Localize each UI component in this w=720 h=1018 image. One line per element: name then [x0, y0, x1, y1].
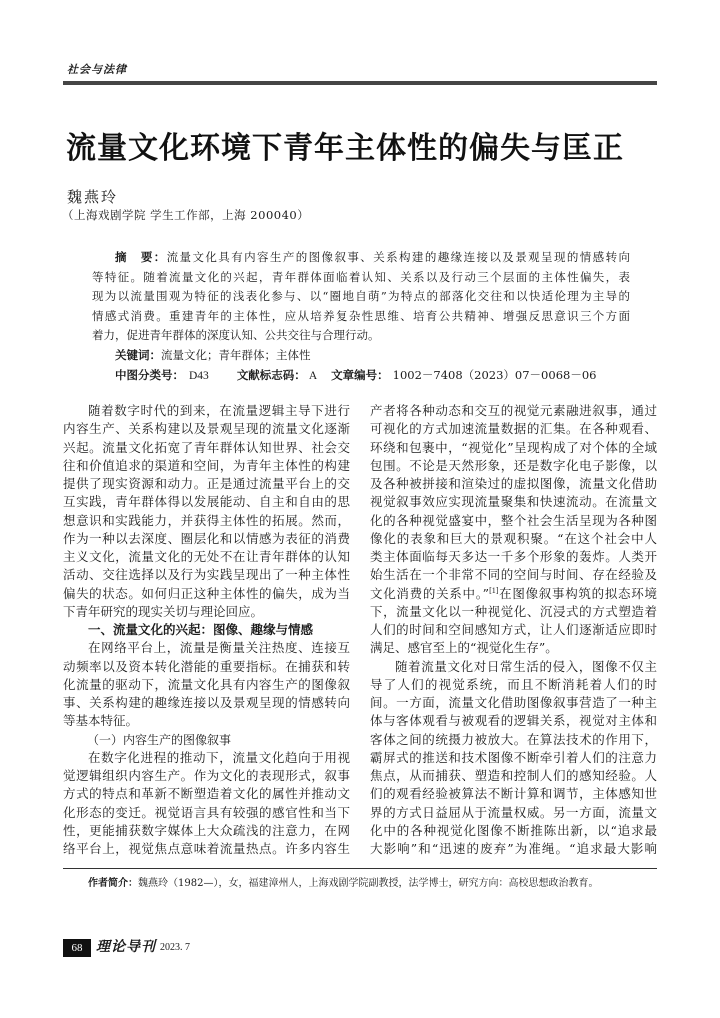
body-line: 往和价值追求的渠道和空间，为青年主体性的构建 [63, 457, 350, 473]
body-line: 客体之间的统摄力被放大。在算法技术的作用下， [370, 731, 657, 747]
classification-line [115, 366, 596, 387]
body-line: 体与客体观看与被观看的逻辑关系，视觉对主体和 [370, 713, 657, 729]
subsection-heading: （一）内容生产的图像叙事 [87, 732, 232, 747]
abstract-line: 等特征。随着流量文化的兴起，青年群体面临着认知、关系以及行动三个层面的主体性偏失，表 [92, 269, 630, 284]
abstract-line [92, 248, 630, 268]
paragraph [63, 402, 350, 621]
body-line: 焦点，从而捕获、塑造和控制人们的感知经验。人 [370, 768, 657, 783]
body-line [370, 585, 657, 603]
clc-label: 中图分类号： [115, 367, 184, 382]
author-name: 魏燕玲 [67, 188, 119, 206]
abstract [92, 248, 630, 346]
author-footnote [88, 877, 598, 891]
body-line: 及各种被拼接和渲染过的虚拟图像，流量文化借助 [370, 476, 657, 491]
body-line: 下，流量文化以一种视觉化、沉浸式的方式塑造着 [370, 603, 657, 619]
body-line: 始生活在一个非常不同的空间与时间、存在经验及 [370, 567, 657, 583]
abstract-line: 着力，促进青年群体的深度认知、公共交往与合理行动。 [92, 328, 380, 343]
body-line: 在网络平台上，流量是衡量关注热度、连接互 [88, 640, 350, 656]
article-number-value: 1002－7408（2023）07－0068－06 [392, 367, 597, 382]
body-line: 偏失的状态。如何归正这种主体性的偏失，成为当 [63, 585, 350, 601]
body-column-right [370, 402, 657, 858]
body-line: 活动、交往选择以及行为实践呈现出了一种主体性 [63, 567, 350, 583]
body-line: 随着数字时代的到来，在流量逻辑主导下进行 [88, 403, 350, 418]
running-header-section: 社会与法律 [67, 63, 127, 76]
abstract-line: 现为以流量围观为特征的浅表化参与、以“圈地自萌”为特点的部落化交往和以快适伦理为主导的 [92, 289, 630, 304]
footnote-label: 作者简介： [88, 878, 138, 889]
body-line: 环绕和包裹中，“视觉化”呈现构成了对个体的全域 [370, 439, 657, 455]
footnote-rule [63, 868, 657, 869]
paragraph [63, 749, 350, 859]
body-line: 霸屏式的推送和技术图像不断牵引着人们的注意力 [370, 749, 657, 765]
article-number-label: 文章编号： [331, 367, 389, 382]
paragraph [370, 402, 657, 658]
line-text: 在图像叙事构筑的拟态环境 [498, 585, 657, 601]
body-line: 兴起。流量文化拓宽了青年群体认知世界、社会交 [63, 439, 350, 455]
keywords-label: 关键词： [115, 348, 161, 362]
body-line: 内容生产、关系构建以及景观呈现的流量文化逐渐 [63, 421, 350, 437]
citation-marker: [1] [489, 585, 499, 595]
section-heading: 一、流量文化的兴起：图像、趣缘与情感 [88, 622, 314, 637]
body-line: 事、关系构建的趣缘连接以及景观呈现的情感转向 [63, 695, 350, 710]
body-line: 等基本特征。 [63, 713, 139, 729]
paragraph [63, 639, 350, 730]
page-number: 68 [63, 939, 91, 957]
body-line: 在数字化进程的推动下，流量文化趋向于用视 [88, 749, 350, 765]
body-line: 化的各种视觉盛宴中，整个社会生活呈现为各种图 [370, 512, 657, 528]
author-affiliation: （上海戏剧学院 学生工作部，上海 200040） [62, 208, 310, 222]
abstract-line: 情感式消费。重建青年的主体性，应从培养复杂性思维、培育公共精神、增强反思意识三个方面 [92, 308, 630, 323]
issue-date: 2023. 7 [160, 942, 190, 953]
footnote-text: 魏燕玲（1982—），女，福建漳州人，上海戏剧学院副教授，法学博士，研究方向：高校思想政治教育。 [138, 878, 599, 889]
body-line: 互实践，青年群体得以发展能动、自主和自由的思 [63, 494, 350, 510]
doc-code-label: 文献标志码： [236, 367, 306, 382]
body-line: 类主体面临每天多达一千多个形象的轰炸。人类开 [370, 549, 657, 564]
body-line: 可视化的方式加速流量数据的汇集。在各种观看、 [370, 421, 657, 437]
body-line: 导了人们的视觉系统，而且不断消耗着人们的时 [370, 676, 657, 692]
body-line: 化形态的变迁。视觉语言具有较强的感官性和当下 [63, 804, 350, 820]
body-line: 间。一方面，流量文化借助图像叙事营造了一种主 [370, 695, 657, 710]
abstract-label: 摘 要： [115, 250, 167, 264]
body-line: 随着流量文化对日常生活的侵入，图像不仅主 [395, 658, 657, 674]
body-line: 动频率以及资本转化潜能的重要指标。在捕获和转 [63, 658, 350, 674]
body-line: 界的方式日益屈从于流量权威。另一方面，流量文 [370, 804, 657, 820]
body-line: 性，更能捕获数字媒体上大众疏浅的注意力，在网 [63, 822, 350, 838]
line-text: 文化消费的关系中。” [370, 585, 490, 601]
keywords-text: 流量文化；青年群体；主体性 [161, 348, 311, 362]
paragraph [370, 658, 657, 859]
body-line: 作为一种以去深度、圈层化和以情感为表征的消费 [63, 530, 350, 546]
body-line: 想意识和实践能力，并获得主体性的拓展。然而， [63, 512, 350, 528]
body-line: 像化的表象和巨大的景观积聚。“在这个社会中人 [370, 530, 657, 546]
header-rule [63, 81, 657, 85]
body-line: 下青年研究的现实关切与理论回应。 [63, 603, 264, 619]
body-line: 提供了现实资源和动力。正是通过流量平台上的交 [63, 476, 350, 491]
body-line: 满足、感官至上的“视觉化生存”。 [370, 640, 558, 656]
body-line: 们的观看经验被算法不断计算和调节，主体感知世 [370, 786, 657, 802]
body-line: 人们的时间和空间感知方式，让人们逐渐适应即时 [370, 622, 657, 637]
body-line: 主义文化，流量文化的无处不在让青年群体的认知 [63, 549, 350, 564]
body-line: 化中的各种视觉化图像不断推陈出新，以“追求最 [370, 822, 657, 838]
body-line: 觉逻辑组织内容生产。作为文化的表现形式，叙事 [63, 768, 350, 783]
body-line: 大影响”和“迅速的废弃”为准绳。“追求最大影响 [370, 841, 657, 856]
body-line: 化流量的驱动下，流量文化具有内容生产的图像叙 [63, 676, 350, 692]
journal-name: 理论导刊 [96, 939, 156, 955]
body-line: 视觉叙事效应实现流量聚集和快速流动。在流量文 [370, 494, 657, 510]
body-line: 络平台上，视觉焦点意味着流量热点。许多内容生 [63, 841, 350, 856]
body-line: 包围。不论是天然形象，还是数字化电子影像，以 [370, 457, 657, 473]
paper-title: 流量文化环境下青年主体性的偏失与匡正 [66, 131, 624, 166]
abstract-text: 流量文化具有内容生产的图像叙事、关系构建的趣缘连接以及景观呈现的情感转向 [166, 250, 630, 264]
keywords [115, 346, 311, 366]
doc-code-value: A [308, 369, 318, 382]
body-line: 产者将各种动态和交互的视觉元素融进叙事，通过 [370, 403, 657, 418]
body-column-left [63, 402, 350, 858]
body-line: 方式的特点和革新不断塑造着文化的属性并推动文 [63, 786, 350, 802]
clc-value: D43 [189, 369, 209, 382]
